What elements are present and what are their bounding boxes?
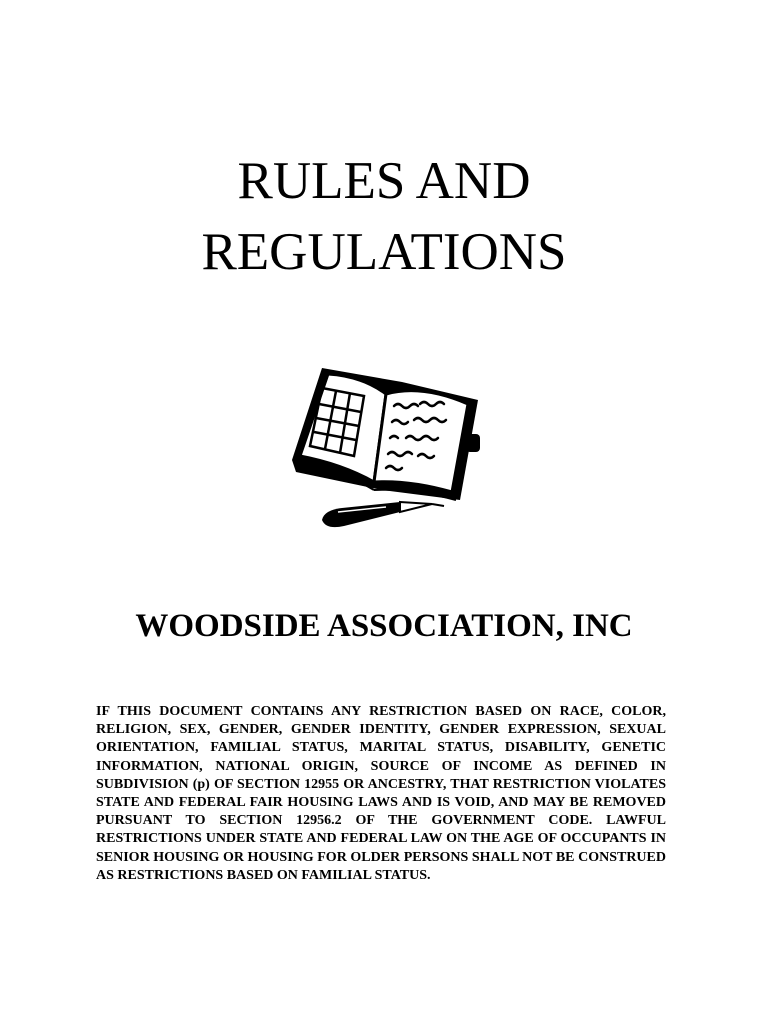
fair-housing-disclaimer: IF THIS DOCUMENT CONTAINS ANY RESTRICTION BASED ON RACE, COLOR, RELIGION, SEX, GENDER, GENDER IDENTITY, GENDER EXPRESSION, SEXUAL ORIENTATION, FAMILIAL STATUS, MARITAL STATUS, DISABILITY, GENETIC INFORMATION, NATIONAL ORIGIN, SOURCE OF INCOME AS DEFINED IN SUBDIVISION (p) OF SECTION 12955 OR ANCESTRY, THAT RESTRICTION VIOLATES STATE AND FEDERAL FAIR HOUSING LAWS AND IS VOID, AND MAY BE REMOVED PURSUANT TO SECTION 12956.2 OF THE GOVERNMENT CODE. LAWFUL RESTRICTIONS UNDER STATE AND FEDERAL LAW ON THE AGE OF OCCUPANTS IN SENIOR HOUSING OR HOUSING FOR OLDER PERSONS SHALL NOT BE CONSTRUED AS RESTRICTIONS BASED ON FAMILIAL STATUS. [96, 704, 666, 883]
title-line-1: RULES AND [237, 152, 531, 210]
open-book-with-pen-icon [282, 360, 486, 538]
organization-name: WOODSIDE ASSOCIATION, INC [135, 608, 633, 644]
title-line-2: REGULATIONS [201, 223, 567, 281]
page-title [0, 146, 768, 288]
